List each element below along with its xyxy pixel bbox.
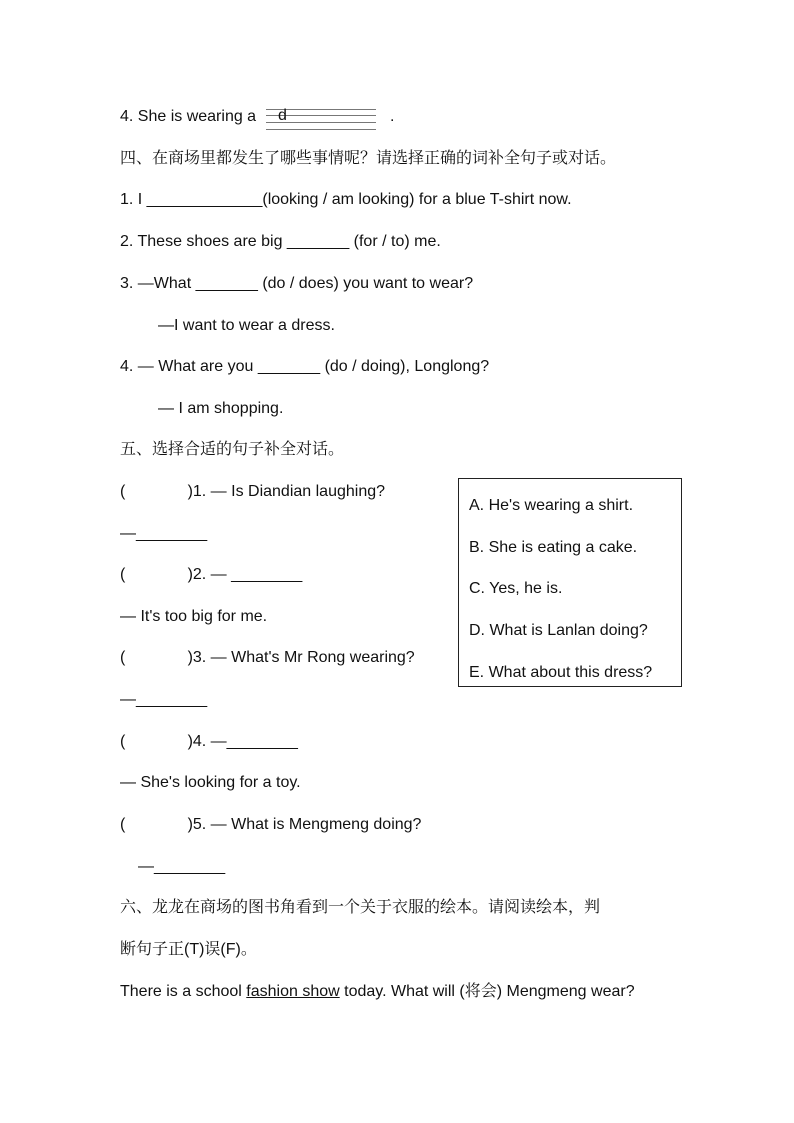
q4-suffix: .	[390, 108, 395, 125]
section5-heading: 五、选择合适的句子补全对话。	[120, 441, 345, 458]
section6-heading-line2: 断句子正(T)误(F)。	[120, 941, 257, 958]
section5-line-1: ( )1. — Is Diandian laughing?	[120, 483, 386, 500]
option-c: C. Yes, he is.	[469, 580, 563, 597]
section6-intro-before: There is a school	[120, 983, 247, 1000]
section5-line-3: ( )2. — ________	[120, 566, 303, 583]
section4-item-1: 1. I _____________(looking / am looking) for a blue T-shirt now.	[120, 191, 572, 208]
section6-intro	[120, 982, 635, 1002]
section4-heading: 四、在商场里都发生了哪些事情呢？请选择正确的词补全句子或对话。	[120, 150, 617, 167]
option-a: A. He's wearing a shirt.	[469, 497, 634, 514]
section4-item-2: 2. These shoes are big _______ (for / to) me.	[120, 233, 441, 250]
option-b: B. She is eating a cake.	[469, 539, 638, 556]
option-e: E. What about this dress?	[469, 664, 653, 681]
option-d: D. What is Lanlan doing?	[469, 622, 648, 639]
section5-line-5: ( )3. — What's Mr Rong wearing?	[120, 649, 415, 666]
q4-letter: d	[278, 107, 287, 124]
section5-line-7: ( )4. —________	[120, 733, 298, 750]
section4-item-4: 4. — What are you _______ (do / doing), Longlong?	[120, 358, 490, 375]
section6-intro-after: today. What will (将会) Mengmeng wear?	[339, 983, 635, 1000]
section6-heading-line1: 六、龙龙在商场的图书角看到一个关于衣服的绘本。请阅读绘本，判	[120, 899, 601, 916]
options-box	[458, 478, 682, 687]
section5-line-8: — She's looking for a toy.	[120, 774, 301, 791]
fashion-show-text: fashion show	[246, 983, 340, 1000]
section5-line-10: —________	[138, 858, 226, 875]
section5-line-4: — It's too big for me.	[120, 608, 268, 625]
q4-prefix: 4. She is wearing a	[120, 108, 257, 125]
section4-item-3-answer: —I want to wear a dress.	[158, 317, 335, 334]
section4-item-4-answer: — I am shopping.	[158, 400, 284, 417]
section5-line-6: —________	[120, 691, 208, 708]
section5-line-9: ( )5. — What is Mengmeng doing?	[120, 816, 422, 833]
section5-line-2: —________	[120, 525, 208, 542]
q4-writing-lines[interactable]	[266, 106, 376, 132]
section4-item-3: 3. —What _______ (do / does) you want to wear?	[120, 275, 474, 292]
